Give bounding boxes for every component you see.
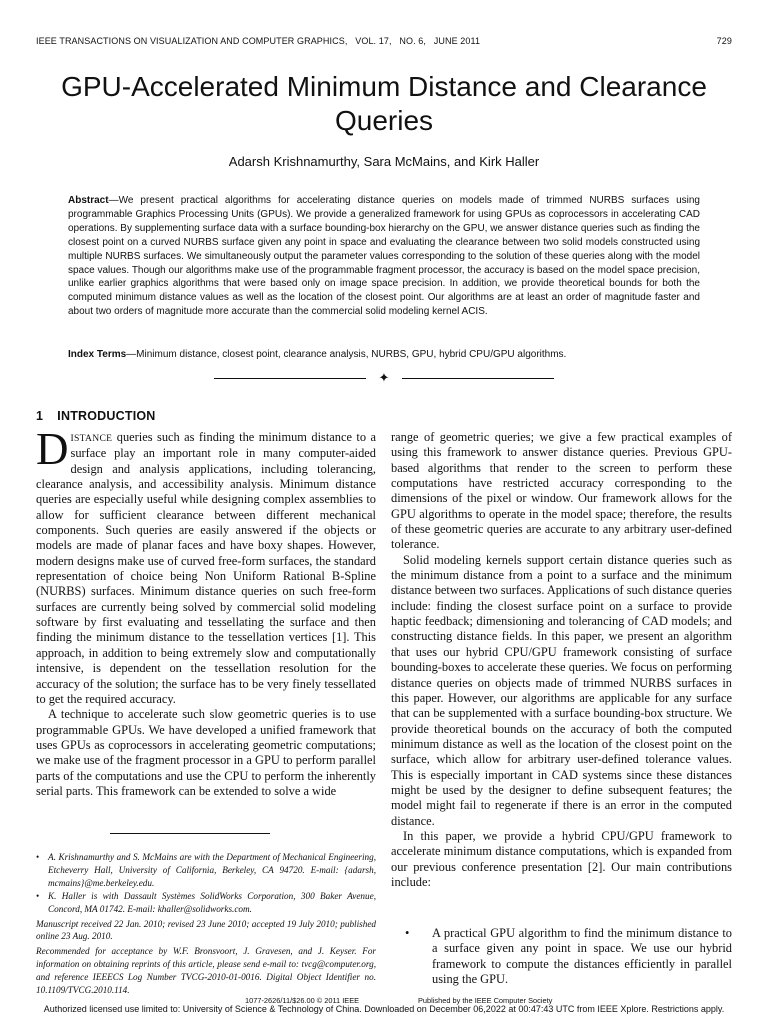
affiliation-note bbox=[36, 851, 376, 890]
section-title-initial: I bbox=[57, 408, 61, 423]
abstract-text: —We present practical algorithms for accelerating distance queries on models made of trimmed NURBS surfaces using programmable Graphics Processing Units (GPUs). We provide a generalized framework for using GPUs as coprocessors in accelerating CAD operations. By supplementing surface data with a surface bounding-box hierarchy on the GPU, we answer distance queries such as finding the closest point on a curved NURBS surface given any point in space and evaluating the clearance between two solid models constructed using multiple NURBS surfaces. We simultaneously output the parameter values corresponding to the solution of these queries along with the model space values. Though our algorithms make use of the programmable fragment processor, the accuracy is based on the model space precision, unlike earlier graphics algorithms that were based only on image space precision. In addition, we provide theoretical bounds for both the computed minimum distance values as well as the location of the closest point. Our algorithms are at least an order of magnitude faster and about two orders of magnitude more accurate than the commercial solid modeling kernel ACIS. bbox=[68, 195, 700, 318]
volume: VOL. 17, bbox=[355, 36, 392, 46]
body-paragraph: Solid modeling kernels support certain distance queries such as the minimum distance from a point to a surface and the minimum distance between two surfaces. Applications of such distance queries include: finding the closest surface point on a surface to provide haptic feedback; dimensioning and tolerancing of CAD models; and constructing distance fields. In this paper, we present an algorithm that uses our hybrid CPU/GPU framework consisting of surface bounding-boxes to accelerate these queries. We focus on performing distance queries on objects made of trimmed NURBS surfaces in this paper. However, our algorithms are applicable for any surface that can be supplemented with a surface bounding-box structure. We provide theoretical bounds on the accuracy of both the computed minimum distance as well as the location of the closest point on the surface, which allow for arbitrary user-defined tolerance values. This is especially important in CAD systems since these distances might be used by the designer to define subsequent features; the model might fail to regenerate if there is an error in the computed distance. bbox=[391, 552, 732, 828]
section-heading bbox=[36, 408, 156, 423]
lead-small-caps: ISTANCE bbox=[70, 433, 113, 444]
recommendation-note: Recommended for acceptance by W.F. Bronsvoort, J. Gravesen, and J. Keyser. For information on obtaining reprints of this article, please send e-mail to: tvcg@computer.org, and reference IEEECS Log Number TVCG-2010-01-0016. Digital Object Identifier no. 10.1109/TVCG.2010.114. bbox=[36, 946, 376, 996]
publisher-line: Published by the IEEE Computer Society bbox=[418, 996, 553, 1005]
contributions-list bbox=[391, 926, 732, 987]
list-item-text: A practical GPU algorithm to find the minimum distance to a surface given any point in space. We use our hybrid framework to compute the distances efficiently in parallel using the GPU. bbox=[432, 926, 732, 987]
list-item bbox=[391, 926, 732, 987]
affiliation-text: K. Haller is with Dassault Systèmes SolidWorks Corporation, 300 Baker Avenue, Concord, MA 01742. E-mail: khaller@solidworks.com. bbox=[48, 890, 376, 914]
abstract-label: Abstract bbox=[68, 195, 109, 206]
paper-title: GPU-Accelerated Minimum Distance and Clearance Queries bbox=[61, 71, 707, 136]
footnotes bbox=[36, 851, 376, 997]
section-title-rest: NTRODUCTION bbox=[60, 409, 156, 423]
list-bullet: • bbox=[405, 926, 410, 940]
footnote-rule bbox=[110, 833, 270, 834]
page-number: 729 bbox=[716, 36, 732, 46]
issn-copyright: 1077-2626/11/$26.00 © 2011 IEEE bbox=[245, 996, 360, 1005]
paragraph-text: queries such as finding the minimum distance to a surface play an important role in many computer-aided design and analysis applications, including tolerancing, clearance analysis, and accessibility analysis. Minimum distance queries are especially useful while designing complex assemblies to allow for sufficient clearance between different mechanical components. Such queries are easily answered if the objects or models are made of planar faces and have boxy shapes. However, modern designs make use of curved free-form surfaces, the standard representation of choice being Non Uniform Rational B-Spline (NURBS) surfaces. Minimum distance queries on such free-form surfaces are currently being solved by commercial solid modeling software by first evaluating and tessellating the surface and then finding the minimum distance to the tessellation vertices [1]. This approach, in addition to being extremely slow and computationally intensive, is dependent on the tessellation resolution for the accuracy of the solution; the surface has to be very finely tessellated to get the required accuracy. bbox=[36, 430, 376, 706]
body-paragraph: A technique to accelerate such slow geometric queries is to use programmable GPUs. We have developed a unified framework that uses GPUs as coprocessors in accelerating geometric computations; we make use of the fragment processor in a GPU to perform parallel parts of the computations and use the CPU to perform the inherently serial parts. This framework can be extended to solve a wide bbox=[36, 707, 376, 798]
right-column bbox=[391, 430, 732, 890]
abstract bbox=[68, 194, 700, 319]
manuscript-history: Manuscript received 22 Jan. 2010; revised 23 June 2010; accepted 19 July 2010; published online 23 Aug. 2010. bbox=[36, 918, 376, 942]
affiliation-note bbox=[36, 890, 376, 916]
journal-name: IEEE TRANSACTIONS ON VISUALIZATION AND COMPUTER GRAPHICS, bbox=[36, 36, 348, 46]
section-number: 1 bbox=[36, 409, 44, 423]
affiliation-text: A. Krishnamurthy and S. McMains are with the Department of Mechanical Engineering, Etcheverry Hall, University of California, Berkeley, CA 94720. E-mail: {adarsh, mcmains}@me.berkeley.edu. bbox=[48, 852, 376, 888]
divider-rule-right bbox=[402, 378, 554, 379]
index-terms-label: Index Terms bbox=[68, 349, 127, 360]
footnote-bullet: • bbox=[36, 890, 40, 901]
body-paragraph bbox=[36, 424, 376, 707]
body-paragraph: In this paper, we provide a hybrid CPU/GPU framework to accelerate minimum distance computations, which is expanded from our previous conference presentation [2]. Our main contributions include: bbox=[391, 828, 732, 889]
divider-ornament-icon: ✦ bbox=[378, 370, 390, 385]
divider-rule-left bbox=[214, 378, 366, 379]
running-head bbox=[36, 36, 732, 48]
section-divider bbox=[214, 370, 554, 386]
author-list: Adarsh Krishnamurthy, Sara McMains, and Kirk Haller bbox=[228, 154, 540, 169]
index-terms-text: —Minimum distance, closest point, clearance analysis, NURBS, GPU, hybrid CPU/GPU algorithms. bbox=[126, 349, 567, 360]
body-paragraph: range of geometric queries; we give a few practical examples of using this framework to answer distance queries. Previous GPU-based algorithms that render to the screen to perform these computations have restricted accuracy corresponding to the dimensions of the pixel or window. Our framework allows for the GPU algorithms to operate in the model space; therefore, the results of these geometric queries are accurate to any arbitrary user-defined tolerance. bbox=[391, 430, 732, 552]
issue-number: NO. 6, bbox=[399, 36, 426, 46]
license-notice: Authorized licensed use limited to: University of Science & Technology of China. Downloaded on December 06,2022 at 00:47:43 UTC from IEEE Xplore. Restrictions apply. bbox=[43, 1004, 725, 1014]
issue-date: JUNE 2011 bbox=[433, 36, 481, 46]
drop-cap: D bbox=[36, 424, 69, 474]
footnote-bullet: • bbox=[36, 852, 40, 862]
left-column bbox=[36, 424, 376, 799]
index-terms bbox=[68, 348, 700, 362]
journal-citation bbox=[36, 36, 480, 46]
